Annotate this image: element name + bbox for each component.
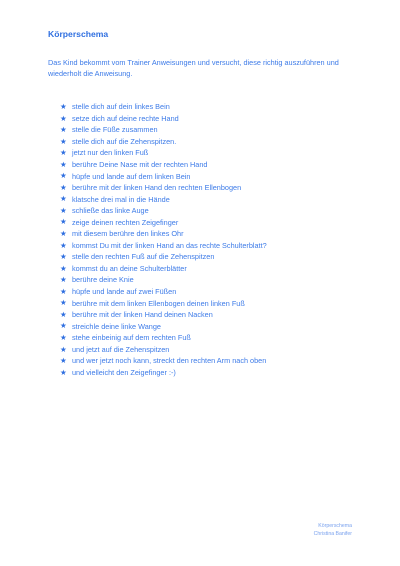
star-icon: ★: [60, 286, 67, 296]
star-icon: ★: [60, 136, 67, 146]
list-item-text: setze dich auf deine rechte Hand: [72, 113, 179, 123]
list-item: [60, 343, 267, 355]
list-item-text: hüpfe und lande auf zwei Füßen: [72, 287, 177, 297]
list-item-text: und jetzt auf die Zehenspitzen: [72, 344, 170, 354]
list-item-text: stelle dich auf dein linkes Bein: [72, 102, 170, 112]
list-item: [60, 274, 267, 286]
star-icon: ★: [60, 275, 67, 285]
footer-title: Körperschema: [318, 523, 352, 529]
star-icon: ★: [60, 113, 67, 123]
list-item-text: berühre mit der linken Hand deinen Nacken: [72, 310, 213, 320]
list-item: [60, 297, 267, 309]
list-item: [60, 286, 267, 298]
list-item: [60, 101, 267, 113]
star-icon: ★: [60, 229, 67, 239]
list-item: [60, 193, 267, 205]
list-item-text: jetzt nur den linken Fuß: [72, 148, 149, 158]
list-item: [60, 367, 267, 379]
list-item-text: berühre Deine Nase mit der rechten Hand: [72, 160, 208, 169]
list-item: [60, 320, 267, 332]
list-item: [60, 309, 267, 321]
list-item: [60, 136, 267, 148]
star-icon: ★: [60, 356, 67, 366]
star-icon: ★: [60, 367, 67, 377]
list-item: [60, 124, 267, 136]
intro-paragraph: Das Kind bekommt vom Trainer Anweisungen und versucht, diese richtig auszuführen und wiederholt die Anweisung.: [48, 58, 339, 78]
star-icon: ★: [60, 125, 67, 135]
list-item-text: klatsche drei mal in die Hände: [72, 194, 170, 204]
list-item-text: stelle die Füße zusammen: [72, 125, 158, 135]
list-item: [60, 147, 267, 159]
page-title: Körperschema: [48, 29, 109, 39]
star-icon: ★: [60, 159, 67, 169]
list-item: [60, 113, 267, 125]
list-item: [60, 332, 267, 344]
list-item: [60, 263, 267, 275]
list-item-text: streichle deine linke Wange: [72, 321, 161, 331]
page-footer: [314, 523, 352, 538]
star-icon: ★: [60, 298, 67, 308]
star-icon: ★: [60, 252, 67, 262]
star-icon: ★: [60, 148, 67, 158]
list-item-text: und wer jetzt noch kann, streckt den rechten Arm nach oben: [72, 356, 267, 366]
list-item: [60, 251, 267, 263]
list-item-text: berühre mit der linken Hand den rechten Ellenbogen: [72, 183, 242, 193]
list-item: [60, 228, 267, 240]
list-item: [60, 205, 267, 217]
list-item-text: und vielleicht den Zeigefinger :-): [72, 367, 176, 377]
star-icon: ★: [60, 344, 67, 354]
star-icon: ★: [60, 332, 67, 342]
instruction-list: [60, 101, 267, 378]
star-icon: ★: [60, 194, 67, 204]
list-item: [60, 182, 267, 194]
list-item-text: berühre mit dem linken Ellenbogen deinen linken Fuß: [72, 298, 245, 308]
list-item-text: hüpfe und lande auf dem linken Bein: [72, 171, 191, 181]
star-icon: ★: [60, 321, 67, 331]
list-item-text: stelle den rechten Fuß auf die Zehenspitzen: [72, 252, 215, 262]
list-item: [60, 240, 267, 252]
list-item: [60, 355, 267, 367]
list-item: [60, 159, 267, 171]
footer-author: Christina Banifer: [313, 530, 352, 537]
list-item-text: mit diesem berühre den linkes Ohr: [72, 229, 184, 239]
list-item-text: zeige deinen rechten Zeigefinger: [72, 217, 179, 227]
list-item: [60, 170, 267, 182]
list-item-text: schließe das linke Auge: [72, 206, 149, 216]
list-item-text: berühre deine Knie: [72, 275, 134, 285]
star-icon: ★: [60, 102, 67, 112]
list-item-text: stelle dich auf die Zehenspitzen.: [72, 136, 177, 146]
star-icon: ★: [60, 171, 67, 181]
star-icon: ★: [60, 309, 67, 319]
star-icon: ★: [60, 240, 67, 250]
list-item-text: kommst Du mit der linken Hand an das rechte Schulterblatt?: [72, 240, 267, 250]
list-item-text: stehe einbeinig auf dem rechten Fuß: [72, 333, 191, 343]
list-item-text: kommst du an deine Schulterblätter: [72, 263, 187, 273]
star-icon: ★: [60, 182, 67, 192]
list-item: [60, 216, 267, 228]
star-icon: ★: [60, 205, 67, 215]
star-icon: ★: [60, 217, 67, 227]
star-icon: ★: [60, 263, 67, 273]
